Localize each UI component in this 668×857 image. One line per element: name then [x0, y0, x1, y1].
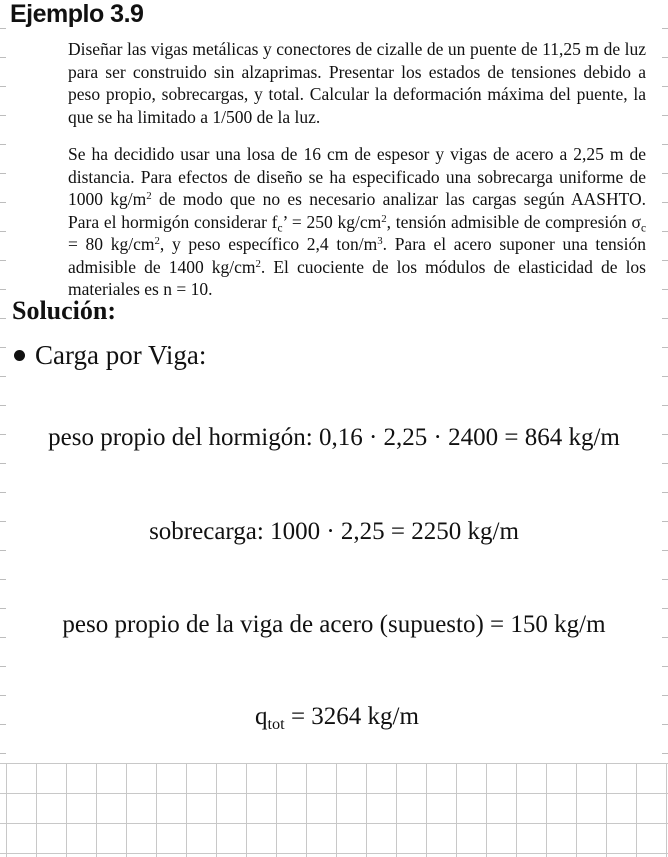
- graph-paper-grid: [0, 763, 668, 857]
- equation-steel-beam-weight: peso propio de la viga de acero (supuesto) = 150 kg/m: [62, 611, 606, 638]
- design-assumptions: [68, 143, 646, 301]
- total-load-value: = 3264 kg/m: [284, 703, 419, 730]
- problem-statement-text: Diseñar las vigas metálicas y conectores de cizalle de un puente de 11,25 m de luz para ser construido sin alzaprimas. Presentar los estados de tensiones debido a peso propio, sobrecargas, y total. Calcular la deformación máxima del puente, la que se ha limitado a 1/500 de la luz.: [68, 39, 646, 127]
- assumptions-text-2: de modo que no es necesario analizar las cargas según AASHTO. Para el hormigón considerar f: [68, 189, 647, 232]
- equation-total-load: [3, 703, 668, 731]
- assumptions-text-8: . El cuociente de los módulos de elasticidad de los materiales es n = 10.: [68, 256, 646, 299]
- example-title: Ejemplo 3.9: [10, 0, 144, 28]
- assumptions-sub-fc: c: [277, 221, 283, 234]
- solution-heading: Solución:: [12, 296, 117, 325]
- assumptions-text-3: ’ = 250 kg/cm: [282, 211, 382, 232]
- assumptions-sup-1: 2: [146, 190, 152, 203]
- assumptions-text-1: Se ha decidido usar una losa de 16 cm de espesor y vigas de acero a 2,25 m de distancia. Para efectos de diseño se ha especificado una sobrecarga uniforme de 1000 kg/m: [68, 144, 646, 209]
- assumptions-sub-sigma: c: [640, 221, 647, 234]
- assumptions-sup-5: 2: [255, 257, 261, 270]
- assumptions-text-5: = 80 kg/cm: [68, 234, 155, 254]
- total-load-subscript: tot: [267, 714, 285, 733]
- bullet-list-item: [12, 340, 206, 371]
- assumptions-text-4: , tensión admisible de compresión σ: [386, 211, 641, 232]
- assumptions-sup-3: 2: [154, 235, 160, 248]
- equation-live-load: sobrecarga: 1000 · 2,25 = 2250 kg/m: [149, 518, 519, 545]
- assumptions-sup-4: 3: [377, 235, 383, 248]
- assumptions-text-7: . Para el acero suponer una tensión admisible de 1400 kg/cm: [68, 234, 646, 277]
- problem-statement: [68, 38, 646, 128]
- assumptions-text-6: , y peso específico 2,4 ton/m: [159, 234, 378, 254]
- bullet-item-label: Carga por Viga:: [35, 340, 207, 370]
- bullet-icon: [14, 350, 25, 361]
- equation-concrete-self-weight: peso propio del hormigón: 0,16 · 2,25 · 2400 = 864 kg/m: [48, 424, 620, 451]
- total-load-symbol: q: [255, 703, 268, 730]
- assumptions-sup-2: 2: [381, 212, 387, 225]
